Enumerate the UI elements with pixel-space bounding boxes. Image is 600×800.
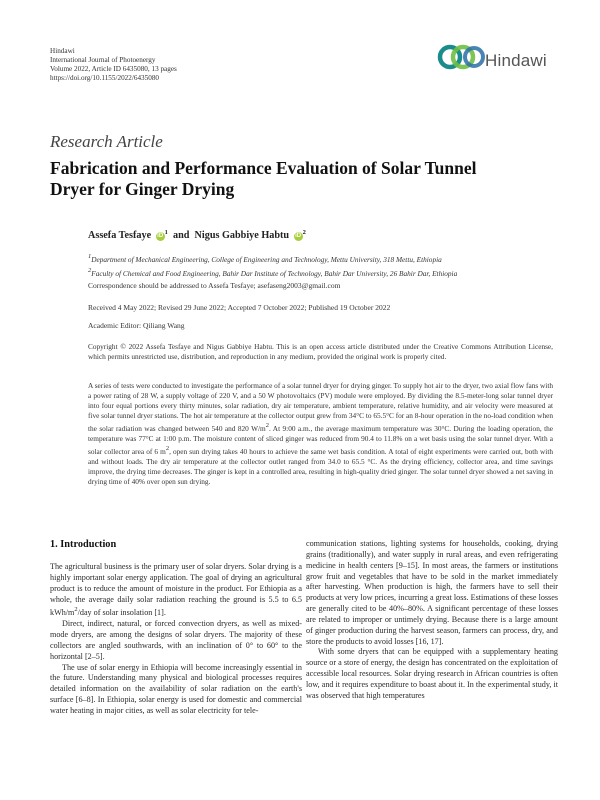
hindawi-logo [436, 40, 556, 74]
orcid-icon[interactable]: iD [295, 233, 302, 239]
paragraph: The agricultural business is the primary user of solar dryers. Solar drying is a highly important solar energy application. The goal of drying an agricultural product is to reduce the amount of moisture in the product. For Ethiopia as a whole, the average daily solar radiation reaching the ground is 5.5 to 6.5 kWh/$m^2$/day of solar insolation [1]. [50, 562, 302, 618]
title-line-1: Fabrication and Performance Evaluation of Solar Tunnel [50, 158, 477, 178]
journal-name: International Journal of Photoenergy [50, 56, 156, 64]
section-heading-introduction: 1. Introduction [50, 539, 117, 550]
title-line-2: Dryer for Ginger Drying [50, 179, 235, 199]
author-1-sup: 1 [164, 229, 168, 236]
author-1[interactable]: Assefa Tesfaye [88, 230, 152, 241]
journal-meta [50, 47, 177, 83]
paragraph: Direct, indirect, natural, or forced convection dryers, as well as mixed-mode dryers, are among the designs of solar dryers. The majority of these collectors are angled southwards, with an inclination of 0° to 60° to the horizontal [2–5]. [50, 619, 302, 661]
doi-link[interactable]: https://doi.org/10.1155/2022/6435080 [50, 74, 160, 82]
body-column-right [306, 539, 558, 702]
correspondence: Correspondence should be addressed to Assefa Tesfaye; asefaseng2003@gmail.com [88, 281, 341, 290]
author-2[interactable]: Nigus Gabbiye Habtu [194, 230, 290, 241]
article-type: Research Article [50, 132, 163, 151]
author-conjunction: and [170, 230, 192, 241]
author-list [88, 229, 306, 241]
volume-info: Volume 2022, Article ID 6435080, 13 pages [50, 65, 177, 73]
paragraph: communication stations, lighting systems for households, cooking, drying grains (traditionally), and water supply in rural areas, and even refrigerating medicine in health centers [9–15]. In most areas, the farmers or institutions grow fruit and vegetables that have to be sold in the market immediately after harvesting. When production is high, the farmers have to sell their products at very low prices, incurring a great loss. Estimations of these losses are generally cited to be 40%–80%. A significant percentage of these losses are related to improper or untimely drying. Because there is a large amount of ginger production during the harvest season, farmers can process, dry, and store the products to avoid losses [16, 17]. [306, 539, 558, 646]
logo-text: Hindawi [485, 51, 547, 70]
article-title [50, 158, 520, 200]
academic-editor: Academic Editor: Qiliang Wang [88, 321, 185, 330]
affiliation-2: 2Faculty of Chemical and Food Engineering, Bahir Dar Institute of Technology, Bahir Dar University, 26 Bahir Dar, Ethiopia [88, 266, 458, 278]
publisher-name: Hindawi [50, 47, 75, 55]
affiliation-1: 1Department of Mechanical Engineering, College of Engineering and Technology, Mettu University, 318 Mettu, Ethiopia [88, 253, 442, 264]
paragraph: With some dryers that can be equipped with a supplementary heating source or a store of energy, the design has concentrated on the exploitation of accessible local resources. Solar drying research in African countries is often low, and it requires expenditure to boast about it. In the experimental study, it was observed that high temperatures [306, 647, 558, 700]
paragraph: The use of solar energy in Ethiopia will become increasingly essential in the future. Understanding many physical and biological processes requires detailed information on the availability of solar radiation on the earth's surface [6–8]. In Ethiopia, solar energy is used for domestic and commercial water heating in major cities, as well as solar electricity for tele- [50, 662, 302, 715]
orcid-icon[interactable]: iD [157, 233, 164, 239]
abstract: A series of tests were conducted to investigate the performance of a solar tunnel dryer for drying ginger. To supply hot air to the dryer, two axial flow fans with a power rating of 28 W, a supply voltage of 220 V, and a 50 W photovoltaics (PV) module were employed. By dividing the 8.5-meter-long solar tunnel dryer into four equal portions every thirty minutes, solar radiation, dry air temperature, ambient temperature, relative humidity, and air velocity were measured at five solar tunnel dryer stations. The hot air temperature at the collector output grew from 34°C to 65.5°C for an 8-hour operation in the no-load condition when the solar radiation was changed between 540 and 820 W/m2. At 9:00 a.m., the average maximum temperature was 30°C. During the loading operation, the temperature was 77°C at 1:00 p.m. The moisture content of sliced ginger was reduced from 90.4 to 11.8% on a wet basis using the solar tunnel dryer. With a solar collector area of 6 m2, open sun drying takes 40 hours to achieve the same wet basis condition. A total of eight experiments were carried out, both with and without loads. The dry air temperature at the collector outlet ranged from 34.0 to 65.5 °C. As the drying efficiency, collector area, and time savings improve, the drying time decreases. The ginger is kept in a controlled area, resulting in high-quality dried ginger. The solar tunnel dryer showed a net saving in drying time of 40% over open sun drying. [88, 381, 553, 487]
article-dates: Received 4 May 2022; Revised 29 June 2022; Accepted 7 October 2022; Published 19 October 2022 [88, 303, 391, 312]
affiliations [88, 252, 558, 279]
logo-rings-icon [436, 40, 486, 74]
body-column-left [50, 562, 302, 717]
author-2-sup: 2 [302, 229, 306, 236]
copyright-notice: Copyright © 2022 Assefa Tesfaye and Nigus Gabbiye Habtu. This is an open access article distributed under the Creative Commons Attribution License, which permits unrestricted use, distribution, and reproduction in any medium, provided the original work is properly cited. [88, 342, 553, 361]
